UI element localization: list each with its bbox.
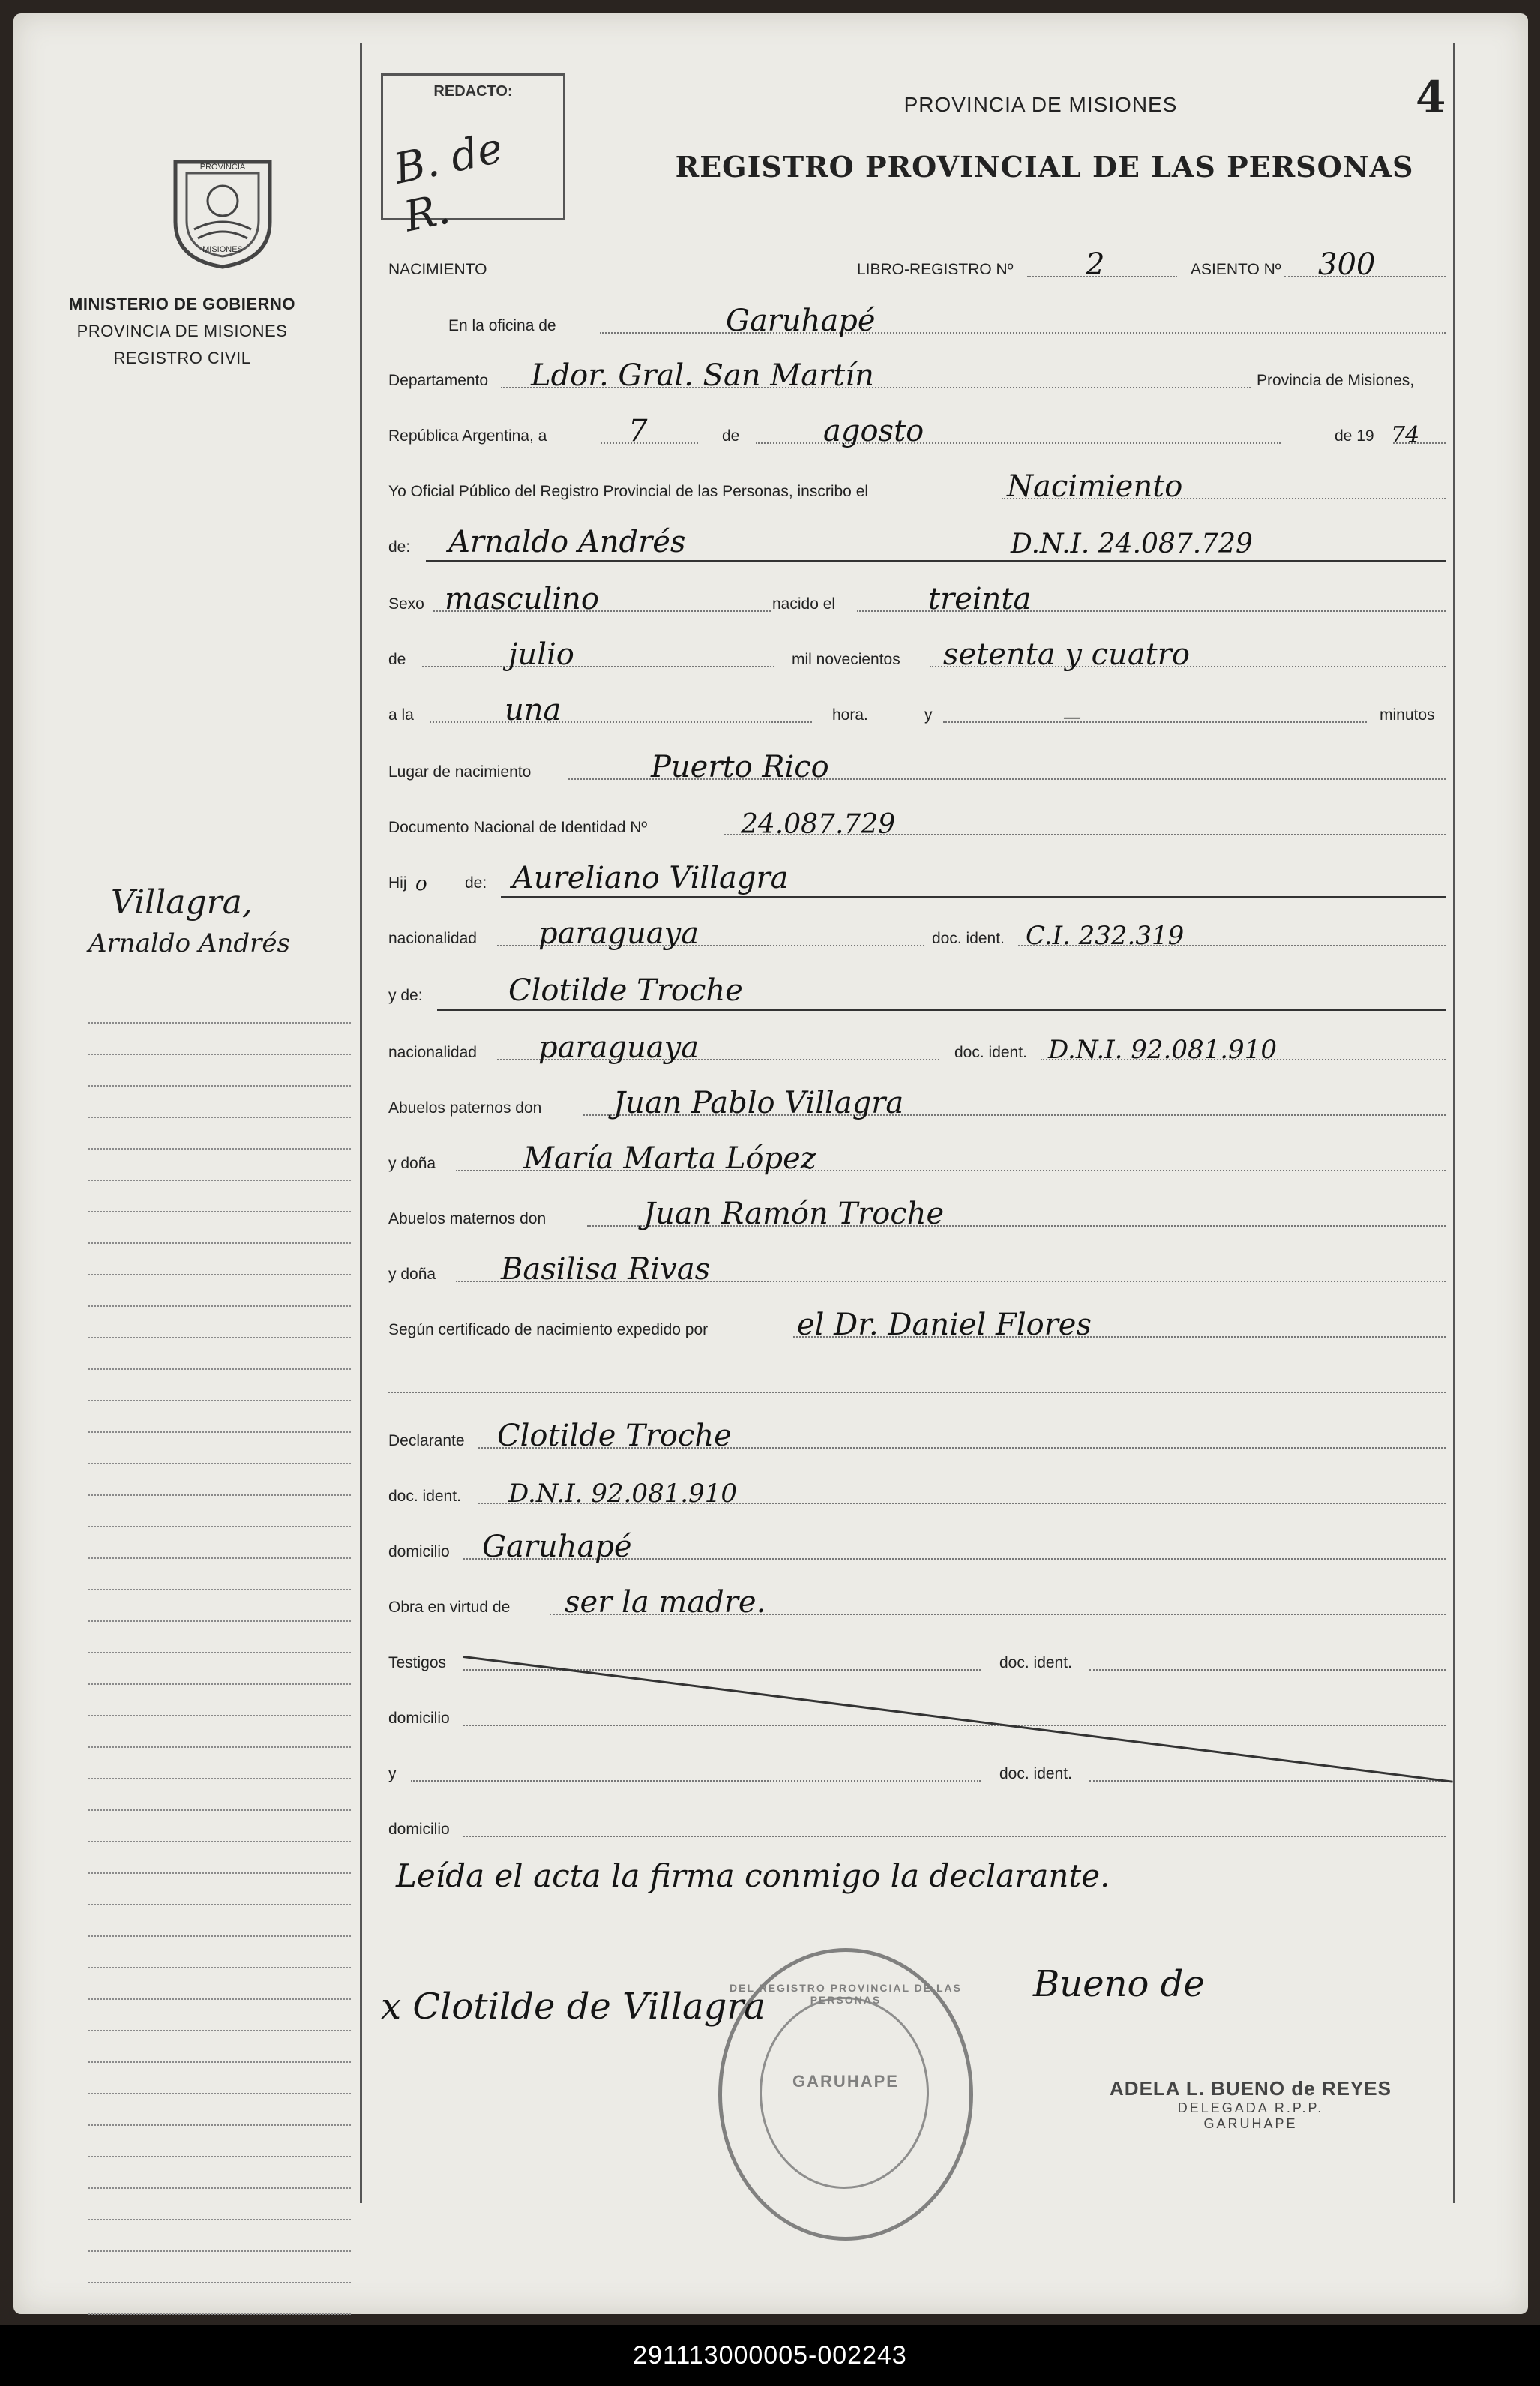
redacto-box (381, 73, 565, 242)
margin-lines (88, 992, 351, 2315)
label-oficina: En la oficina de (448, 317, 556, 334)
value-acto: Nacimiento (1007, 469, 1183, 504)
svg-text:PROVINCIA: PROVINCIA (199, 163, 246, 172)
row-documento (388, 796, 1446, 841)
label-doc-testigo2: doc. ident. (999, 1765, 1072, 1782)
row-hora (388, 684, 1446, 729)
label-declarante: Declarante (388, 1432, 465, 1449)
value-dia: 7 (628, 414, 648, 448)
label-doc-padre: doc. ident. (932, 930, 1005, 947)
label-nacionalidad-padre: nacionalidad (388, 930, 477, 947)
row-certificado (388, 1299, 1446, 1344)
label-de: de (722, 427, 740, 445)
label-doc-declarante: doc. ident. (388, 1488, 461, 1505)
label-hora: hora. (832, 706, 868, 724)
row-testigos (388, 1632, 1446, 1677)
margin-surname: Villagra, (111, 883, 253, 922)
header-registry: REGISTRO PROVINCIAL DE LAS PERSONAS (675, 150, 1414, 184)
archive-id-footer: 291113000005-002243 (0, 2325, 1540, 2386)
label-y-dona-pat: y doña (388, 1155, 436, 1172)
value-documento: 24.087.729 (741, 809, 896, 840)
value-abuela-mat: Basilisa Rivas (501, 1252, 711, 1287)
ministry-province: PROVINCIA DE MISIONES (76, 322, 288, 340)
ministry-title: MINISTERIO DE GOBIERNO (69, 295, 295, 313)
row-declarante (388, 1410, 1446, 1455)
row-abuela-pat (388, 1132, 1446, 1177)
row-testigo2 (388, 1743, 1446, 1788)
label-domicilio: domicilio (388, 1543, 450, 1560)
value-minutos: — (1063, 706, 1081, 727)
value-sexo: masculino (445, 582, 599, 616)
row-sexo (388, 573, 1446, 618)
official-place: GARUHAPE (1203, 2116, 1298, 2131)
column-divider (360, 43, 362, 2203)
label-sexo: Sexo (388, 595, 424, 613)
row-nac-padre (388, 907, 1446, 952)
value-asiento: 300 (1318, 247, 1376, 282)
label-libro: LIBRO-REGISTRO Nº (857, 261, 1014, 278)
label-obra: Obra en virtud de (388, 1599, 511, 1616)
value-hijo-suffix: o (415, 873, 427, 895)
label-segun: Según certificado de nacimiento expedido por (388, 1321, 709, 1338)
value-oficina: Garuhapé (726, 304, 876, 338)
seal-place: GARUHAPE (792, 2072, 899, 2091)
label-testigos: Testigos (388, 1654, 447, 1671)
redacto-label: REDACTO: (433, 83, 513, 100)
row-madre (388, 964, 1446, 1009)
value-leida: Leída el acta la firma conmigo la declarante. (396, 1857, 1110, 1894)
label-y-testigo2: y (388, 1765, 397, 1782)
left-column (13, 13, 358, 2314)
value-dni-nombre: D.N.I. 24.087.729 (1011, 529, 1253, 559)
row-oficial (388, 460, 1446, 505)
declarant-signature: x Clotilde de Villagra (381, 1986, 766, 2028)
label-mil-novecientos: mil novecientos (792, 651, 900, 668)
value-doc-padre: C.I. 232.319 (1026, 921, 1185, 951)
label-y: y (924, 706, 933, 724)
label-y-dona-mat: y doña (388, 1266, 436, 1283)
label-de2: de: (388, 538, 411, 556)
label-nacido-el: nacido el (772, 595, 836, 613)
label-y-de: y de: (388, 987, 423, 1004)
margin-names: Arnaldo Andrés (88, 928, 290, 958)
row-domicilio-testigo2 (388, 1798, 1446, 1843)
official-stamp (1078, 2077, 1423, 2132)
value-mes: agosto (823, 414, 924, 448)
official-role: DELEGADA R.P.P. (1177, 2100, 1324, 2115)
row-domicilio (388, 1521, 1446, 1566)
row-doc-declarante (388, 1465, 1446, 1510)
label-doc-madre: doc. ident. (954, 1044, 1027, 1061)
page-number: 4 (1416, 72, 1446, 123)
row-leida (388, 1851, 1446, 1896)
value-abuela-pat: María Marta López (523, 1141, 816, 1176)
register-page (13, 13, 1528, 2314)
label-minutos: minutos (1380, 706, 1435, 724)
row-abuelo-mat (388, 1188, 1446, 1233)
label-a-la: a la (388, 706, 414, 724)
row-blank (388, 1354, 1446, 1399)
row-abuelo-pat (388, 1077, 1446, 1122)
value-departamento: Ldor. Gral. San Martín (531, 358, 874, 393)
label-oficial: Yo Oficial Público del Registro Provincial de las Personas, inscribo el (388, 483, 869, 500)
label-nacionalidad-madre: nacionalidad (388, 1044, 477, 1061)
label-abuelos-paternos: Abuelos paternos don (388, 1099, 542, 1117)
value-domicilio: Garuhapé (482, 1530, 632, 1564)
row-nacido-mes (388, 628, 1446, 673)
label-provincia-misiones: Provincia de Misiones, (1257, 372, 1415, 389)
seal-text: DEL REGISTRO PROVINCIAL DE LAS PERSONAS (730, 1982, 962, 2006)
official-name: ADELA L. BUENO de REYES (1110, 2077, 1392, 2100)
ministry-civil: REGISTRO CIVIL (113, 349, 251, 367)
row-obra (388, 1576, 1446, 1621)
value-hora: una (505, 693, 562, 727)
value-obra: ser la madre. (565, 1585, 766, 1620)
row-nac-madre (388, 1021, 1446, 1066)
label-hijo: Hij (388, 874, 407, 892)
value-anio: 74 (1391, 422, 1420, 448)
value-doc-declarante: D.N.I. 92.081.910 (508, 1479, 737, 1509)
svg-text:MISIONES: MISIONES (202, 245, 243, 254)
label-hijo-de: de: (465, 874, 487, 892)
value-nacido-mes: julio (508, 637, 574, 672)
ministry-block (58, 291, 306, 372)
label-republica: República Argentina, a (388, 427, 547, 445)
seal-inner-ring (760, 1997, 929, 2189)
label-doc-testigo1: doc. ident. (999, 1654, 1072, 1671)
row-abuela-mat (388, 1243, 1446, 1288)
row-oficina (388, 295, 1446, 340)
value-nacido-dia: treinta (928, 582, 1032, 616)
official-signature: Bueno de (1033, 1963, 1205, 2005)
row-lugar (388, 741, 1446, 786)
value-nac-madre: paraguaya (538, 1030, 700, 1065)
value-nombre: Arnaldo Andrés (448, 525, 686, 559)
label-abuelos-maternos: Abuelos maternos don (388, 1210, 547, 1227)
value-abuelo-pat: Juan Pablo Villagra (613, 1086, 904, 1120)
label-asiento: ASIENTO Nº (1191, 261, 1281, 278)
label-de-anio: de 19 (1335, 427, 1374, 445)
right-border (1453, 43, 1455, 2203)
value-nacido-anio: setenta y cuatro (943, 637, 1190, 672)
header-province: PROVINCIA DE MISIONES (903, 93, 1178, 116)
label-domicilio-testigo2: domicilio (388, 1821, 450, 1838)
label-domicilio-testigo1: domicilio (388, 1710, 450, 1727)
value-certificado: el Dr. Daniel Flores (797, 1308, 1092, 1342)
value-madre: Clotilde Troche (508, 973, 743, 1008)
value-libro: 2 (1086, 247, 1105, 282)
value-declarante: Clotilde Troche (497, 1419, 732, 1453)
label-lugar: Lugar de nacimiento (388, 763, 532, 781)
label-de3: de (388, 651, 406, 668)
row-padre (388, 852, 1446, 897)
misiones-emblem-icon (160, 147, 285, 271)
value-padre: Aureliano Villagra (512, 861, 789, 895)
redacto-value: B. de R. (389, 123, 507, 242)
value-nac-padre: paraguaya (538, 916, 700, 951)
label-departamento: Departamento (388, 372, 489, 389)
value-lugar: Puerto Rico (651, 750, 829, 784)
label-nacimiento: NACIMIENTO (388, 261, 487, 278)
value-abuelo-mat: Juan Ramón Troche (643, 1197, 945, 1231)
row-fecha (388, 405, 1446, 450)
value-doc-madre: D.N.I. 92.081.910 (1048, 1035, 1277, 1065)
row-departamento (388, 349, 1446, 394)
row-libro (388, 238, 1446, 283)
row-nombre (388, 516, 1446, 561)
label-documento: Documento Nacional de Identidad Nº (388, 819, 648, 836)
row-domicilio-testigo1 (388, 1687, 1446, 1732)
